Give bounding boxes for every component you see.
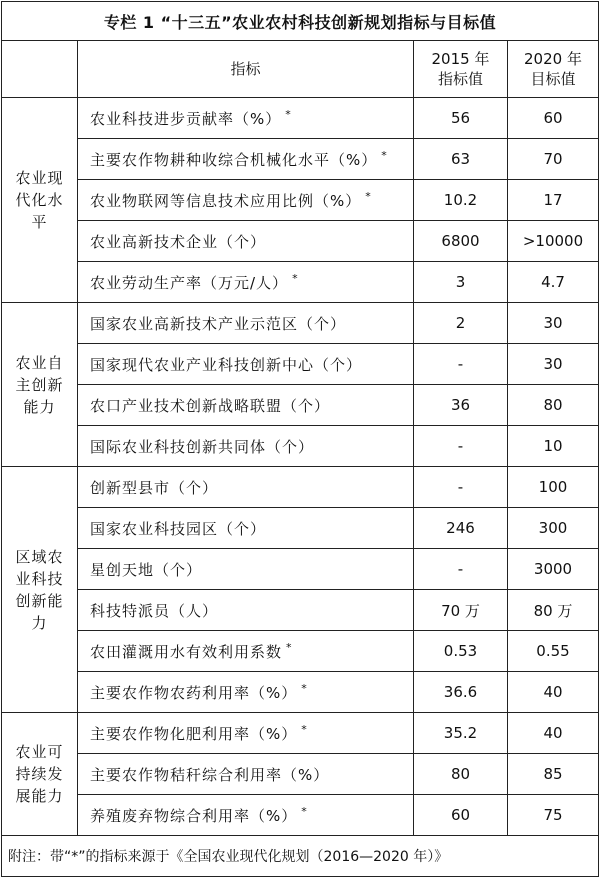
indicator-label: 国家农业科技园区（个） (90, 519, 267, 538)
indicator-label: 星创天地（个） (90, 560, 203, 579)
indicator-cell (78, 98, 414, 139)
value-2015-cell: 70 万 (414, 590, 508, 631)
indicator-table (1, 1, 599, 877)
indicator-label: 主要农作物秸秆综合利用率（%） (90, 765, 330, 784)
header-category-cell (2, 41, 78, 98)
source-star-mark: * (301, 681, 308, 695)
value-2015-cell: - (414, 549, 508, 590)
indicator-cell (78, 631, 414, 672)
category-label: 区域农业科技创新能力 (15, 547, 64, 632)
category-cell (2, 303, 78, 467)
value-2015-cell: 6800 (414, 221, 508, 262)
indicator-cell (78, 385, 414, 426)
value-2015-cell: 2 (414, 303, 508, 344)
category-cell (2, 467, 78, 713)
indicator-label: 创新型县市（个） (90, 478, 219, 497)
table-row (2, 795, 599, 836)
table-row (2, 385, 599, 426)
indicator-cell (78, 590, 414, 631)
indicator-label: 主要农作物农药利用率（%） (90, 683, 298, 702)
category-cell (2, 713, 78, 836)
value-2015-cell: - (414, 426, 508, 467)
table-title-row (2, 2, 599, 41)
value-2020-cell: 30 (508, 344, 599, 385)
value-2015-cell: 0.53 (414, 631, 508, 672)
table-row (2, 467, 599, 508)
table-row (2, 549, 599, 590)
value-2015-cell: - (414, 344, 508, 385)
indicator-cell (78, 672, 414, 713)
indicator-label: 国家现代农业产业科技创新中心（个） (90, 355, 363, 374)
value-2020-cell: 80 万 (508, 590, 599, 631)
value-2015-cell: 35.2 (414, 713, 508, 754)
indicator-cell (78, 139, 414, 180)
value-2020-cell: 0.55 (508, 631, 599, 672)
indicator-label: 农业科技进步贡献率（%） (90, 109, 282, 128)
indicator-label: 国家农业高新技术产业示范区（个） (90, 314, 347, 333)
value-2015-cell: 246 (414, 508, 508, 549)
value-2015-cell: 80 (414, 754, 508, 795)
table-row (2, 221, 599, 262)
value-2020-cell: 30 (508, 303, 599, 344)
indicator-cell (78, 713, 414, 754)
value-2020-cell: 40 (508, 713, 599, 754)
source-star-mark: * (286, 640, 293, 654)
table-row (2, 631, 599, 672)
value-2020-cell: 85 (508, 754, 599, 795)
category-label: 农业可持续发展能力 (15, 743, 64, 805)
indicator-cell (78, 467, 414, 508)
value-2015-cell: 36 (414, 385, 508, 426)
value-2020-cell: >10000 (508, 221, 599, 262)
value-2015-cell: 36.6 (414, 672, 508, 713)
table-row (2, 672, 599, 713)
value-2020-cell: 100 (508, 467, 599, 508)
value-2015-cell: - (414, 467, 508, 508)
header-2015: 2015 年 指标值 (414, 41, 508, 98)
source-star-mark: * (365, 189, 372, 203)
indicator-label: 主要农作物耕种收综合机械化水平（%） (90, 150, 378, 169)
indicator-cell (78, 549, 414, 590)
source-star-mark: * (301, 804, 308, 818)
source-star-mark: * (285, 107, 292, 121)
indicator-cell (78, 180, 414, 221)
indicator-label: 主要农作物化肥利用率（%） (90, 724, 298, 743)
indicator-label: 农业劳动生产率（万元/人） (90, 273, 289, 292)
indicator-label: 农业物联网等信息技术应用比例（%） (90, 191, 362, 210)
table-title: 专栏 1 “十三五”农业农村科技创新规划指标与目标值 (2, 2, 599, 41)
table-row (2, 139, 599, 180)
table-row (2, 303, 599, 344)
indicator-cell (78, 221, 414, 262)
value-2020-cell: 10 (508, 426, 599, 467)
indicator-cell (78, 754, 414, 795)
indicator-cell (78, 303, 414, 344)
source-star-mark: * (381, 148, 388, 162)
header-2020: 2020 年 目标值 (508, 41, 599, 98)
value-2020-cell: 80 (508, 385, 599, 426)
table-row (2, 508, 599, 549)
table-row (2, 426, 599, 467)
header-indicator: 指标 (78, 41, 414, 98)
value-2020-cell: 4.7 (508, 262, 599, 303)
value-2015-cell: 3 (414, 262, 508, 303)
indicator-cell (78, 508, 414, 549)
source-star-mark: * (292, 271, 299, 285)
value-2020-cell: 40 (508, 672, 599, 713)
indicator-label: 养殖废弃物综合利用率（%） (90, 806, 298, 825)
table-row (2, 180, 599, 221)
table-note: 附注：带“*”的指标来源于《全国农业现代化规划（2016—2020 年）》 (2, 836, 599, 877)
table-row (2, 590, 599, 631)
table-row (2, 713, 599, 754)
category-cell (2, 98, 78, 303)
value-2015-cell: 63 (414, 139, 508, 180)
value-2020-cell: 3000 (508, 549, 599, 590)
value-2015-cell: 56 (414, 98, 508, 139)
indicator-label: 农田灌溉用水有效利用系数 (90, 642, 283, 661)
indicator-cell (78, 344, 414, 385)
indicator-label: 农口产业技术创新战略联盟（个） (90, 396, 331, 415)
category-label: 农业自主创新能力 (15, 353, 64, 416)
table-header-row (2, 41, 599, 98)
value-2020-cell: 300 (508, 508, 599, 549)
value-2020-cell: 17 (508, 180, 599, 221)
value-2020-cell: 70 (508, 139, 599, 180)
table-row (2, 344, 599, 385)
table-row (2, 262, 599, 303)
source-star-mark: * (301, 722, 308, 736)
value-2015-cell: 60 (414, 795, 508, 836)
indicator-cell (78, 262, 414, 303)
category-label: 农业现代化水平 (15, 169, 64, 231)
indicator-label: 科技特派员（人） (90, 601, 219, 620)
table-row (2, 98, 599, 139)
table-row (2, 754, 599, 795)
indicator-cell (78, 426, 414, 467)
indicator-label: 国际农业科技创新共同体（个） (90, 437, 315, 456)
value-2015-cell: 10.2 (414, 180, 508, 221)
value-2020-cell: 75 (508, 795, 599, 836)
indicator-label: 农业高新技术企业（个） (90, 232, 267, 251)
indicator-cell (78, 795, 414, 836)
value-2020-cell: 60 (508, 98, 599, 139)
note-row (2, 836, 599, 877)
